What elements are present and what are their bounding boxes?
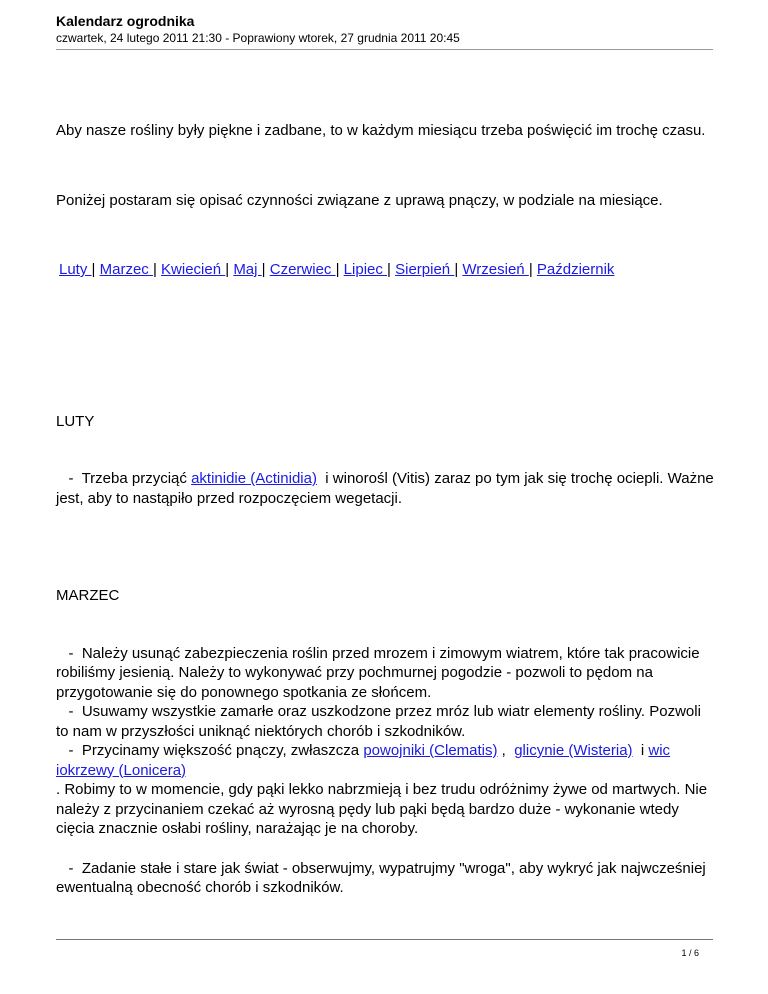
intro-paragraph-2: Poniżej postaram się opisać czynności związane z uprawą pnączy, w podziale na miesiące. (56, 191, 663, 209)
nav-link-marzec[interactable]: Marzec (99, 261, 153, 278)
page-number: 1 / 6 (681, 948, 699, 958)
link-wiciokrzewy-part2[interactable]: iokrzewy (Lonicera) (56, 761, 187, 779)
marzec-items (56, 644, 716, 898)
marzec-item-1: - Należy usunąć zabezpieczenia roślin przed mrozem i zimowym wiatrem, które tak pracowicie robiliśmy jesienią. Należy to wykonywać przy pochmurnej pogodzie - pozwoli to pędom na przygotowanie się do ponownego spotkania ze słońcem. (56, 644, 704, 701)
section-heading-marzec: MARZEC (56, 587, 120, 604)
intro-paragraph-1: Aby nasze rośliny były piękne i zadbane, to w każdym miesiącu trzeba poświęcić im trochę czasu. (56, 122, 706, 139)
link-aktinidie[interactable]: aktinidie (Actinidia) (191, 470, 317, 487)
marzec-item-3-rest: . Robimy to w momencie, gdy pąki lekko nabrzmieją i bez trudu odróżnimy żywe od martwych. Nie należy z przycinaniem czekać aż wyrosną pędy lub pąki będą bardzo duże - wykonanie wtedy cięcia znacznie osłabi rośliny, narażając je na choroby. (56, 781, 708, 837)
nav-separator: | (91, 261, 96, 278)
marzec-item-3-before: - Przycinamy większość pnączy, zwłaszcza (56, 742, 364, 759)
nav-link-sierpien[interactable]: Sierpień (395, 261, 455, 278)
marzec-item-2: - Usuwamy wszystkie zamarłe oraz uszkodzone przez mróz lub wiatr elementy rośliny. Pozwoli to nam w przyszłości uniknąć niektórych chorób i szkodników. (56, 703, 706, 740)
nav-separator: | (528, 261, 533, 278)
nav-link-lipiec[interactable]: Lipiec (343, 261, 388, 278)
nav-separator: | (387, 261, 391, 278)
footer-divider (56, 939, 713, 940)
month-navigation (56, 260, 746, 280)
nav-link-maj[interactable]: Maj (233, 261, 262, 278)
luty-text-after: i winorośl (Vitis) zaraz po tym jak się trochę ociepli. Ważne jest, aby to nastąpiło przed rozpoczęciem wegetacji. (56, 470, 718, 507)
marzec-item-3 (56, 741, 716, 780)
luty-item (56, 469, 716, 508)
article-body (56, 121, 746, 898)
nav-separator: | (261, 261, 266, 278)
marzec-item-3-sep2: i (632, 742, 649, 759)
article-meta: czwartek, 24 lutego 2011 21:30 - Poprawiony wtorek, 27 grudnia 2011 20:45 (56, 31, 460, 45)
nav-separator: | (454, 261, 459, 278)
link-powojniki[interactable]: powojniki (Clematis) (363, 742, 498, 759)
link-wiciokrzewy-part1[interactable]: wic (648, 742, 671, 759)
nav-link-luty[interactable]: Luty (59, 261, 92, 278)
section-heading-luty: LUTY (56, 412, 95, 430)
nav-link-pazdziernik[interactable]: Październik (536, 261, 615, 278)
nav-separator: | (225, 261, 230, 278)
link-glicynie[interactable]: glicynie (Wisteria) (514, 742, 633, 759)
nav-separator: | (152, 261, 157, 278)
nav-separator: | (335, 261, 340, 278)
luty-text-before: - Trzeba przyciąć (56, 470, 192, 487)
page-header (56, 13, 713, 46)
page-title: Kalendarz ogrodnika (56, 13, 195, 29)
nav-link-kwiecien[interactable]: Kwiecień (161, 261, 226, 278)
header-divider (56, 49, 713, 50)
nav-link-czerwiec[interactable]: Czerwiec (269, 261, 336, 278)
marzec-item-3-sep1: , (497, 742, 515, 759)
nav-link-wrzesien[interactable]: Wrzesień (462, 261, 529, 278)
marzec-item-4: - Zadanie stałe i stare jak świat - obserwujmy, wypatrujmy "wroga", aby wykryć jak najwcześniej ewentualną obecność chorób i szkodników. (56, 859, 710, 896)
